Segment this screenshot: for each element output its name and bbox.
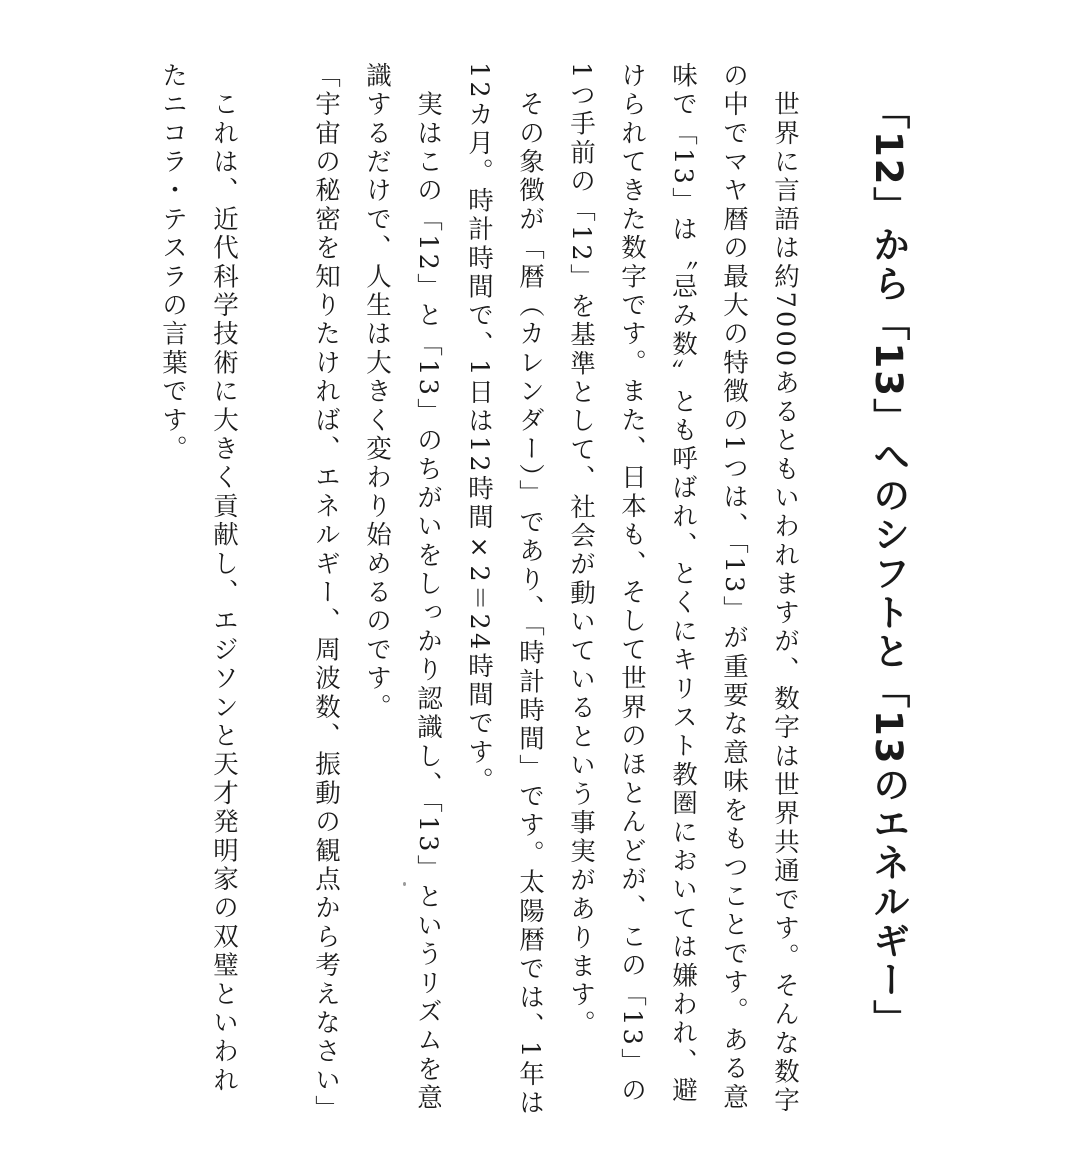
paragraph-3: 実はこの「12」と「13」のちがいをしっかり認識し、「13」というリズムを意識するだけで、人生は大きく変わり始めるのです。 — [362, 62, 443, 1113]
section-heading: 「12」から「13」へのシフトと「13のエネルギー」 — [866, 92, 910, 1039]
paragraph-2: その象徴が「暦（カレンダー）」であり、「時計時間」です。太陽暦では、1年は12カ月。時計時間で、1日は12時間×2＝24時間です。 — [464, 62, 545, 1118]
paper-speck — [403, 882, 406, 886]
paragraph-1: 世界に言語は約7000あるともいわれますが、数字は世界共通です。そんな数字の中でマヤ暦の最大の特徴の1つは、「13」が重要な意味をもつことです。ある意味で「13」は〝忌み数〟とも呼ばれ、とくにキリスト教圏においては嫌われ、避けられてきた数字です。また、日本も、そして世界のほとんどが、この「13」の1つ手前の「12」を基準として、社会が動いているという事実があります。 — [566, 62, 800, 1116]
body-text — [158, 62, 810, 1124]
quote-paragraph: 「宇宙の秘密を知りたければ、エネルギー、周波数、振動の観点から考えなさい」 — [311, 62, 341, 1124]
paragraph-5: これは、近代科学技術に大きく貢献し、エジソンと天才発明家の双璧といわれたニコラ・テスラの言葉です。 — [158, 62, 239, 1096]
